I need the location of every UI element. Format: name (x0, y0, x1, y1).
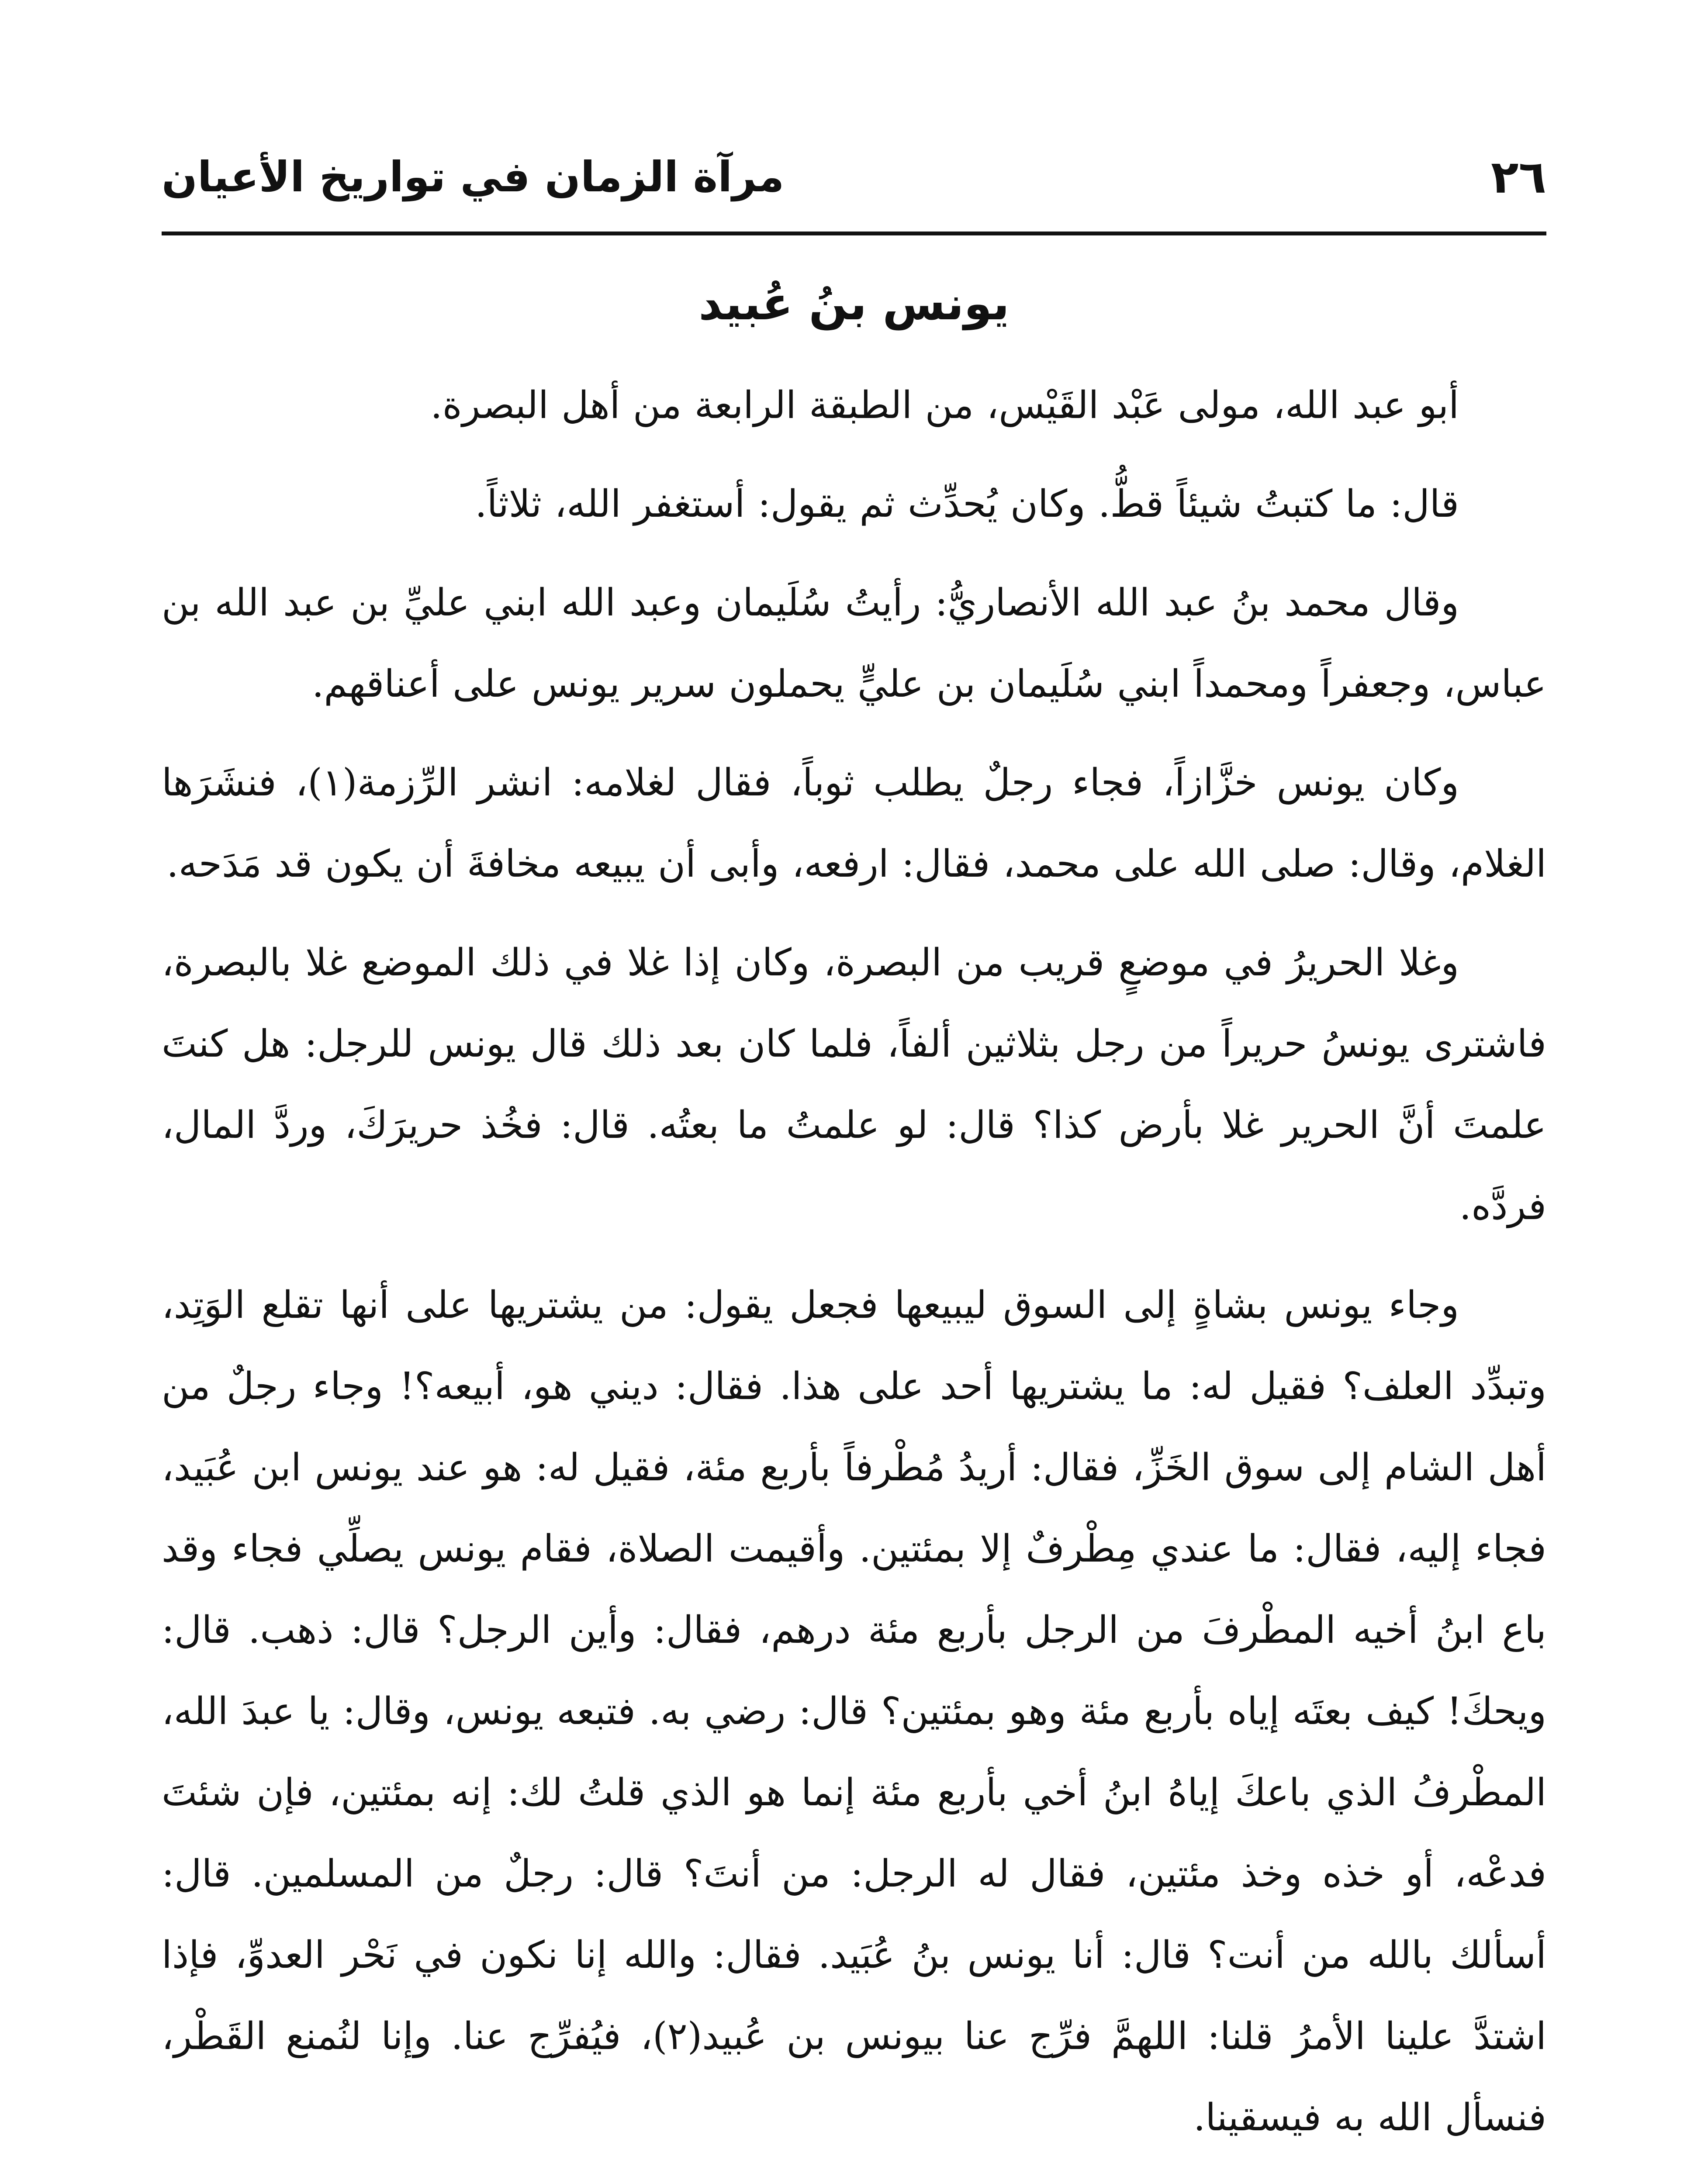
chapter-title: يونس بنُ عُبيد (698, 277, 1010, 330)
paragraph: وجاء يونس بشاةٍ إلى السوق ليبيعها فجعل يقول: من يشتريها على أنها تقلع الوَتِد، وتبدِّد العلف؟ فقيل له: ما يشتريها أحد على هذا. فقال: ديني هو، أبيعه؟! وجاء رجلٌ من أهل الشام إلى سوق الخَزِّ، فقال: أريدُ مُطْرفاً بأربع مئة، فقيل له: هو عند يونس ابن عُبَيد، فجاء إليه، فقال: ما عندي مِطْرفٌ إلا بمئتين. وأقيمت الصلاة، فقام يونس يصلِّي فجاء وقد باع ابنُ أخيه المطْرفَ من الرجل بأربع مئة درهم، فقال: وأين الرجل؟ قال: ذهب. قال: ويحكَ! كيف بعتَه إياه بأربع مئة وهو بمئتين؟ قال: رضي به. فتبعه يونس، وقال: يا عبدَ الله، المطْرفُ الذي باعكَ إياهُ ابنُ أخي بأربع مئة إنما هو الذي قلتُ لك: إنه بمئتين، فإن شئتَ فدعْه، أو خذه وخذ مئتين، فقال له الرجل: من أنتَ؟ قال: رجلٌ من المسلمين. قال: أسألك بالله من أنت؟ قال: أنا يونس بنُ عُبَيد. فقال: والله إنا نكون في نَحْر العدوِّ، فإذا اشتدَّ علينا الأمرُ قلنا: اللهمَّ فرِّج عنا بيونس بن عُبيد(٢)، فيُفرِّج عنا. وإنا لنُمنع القَطْر، فنسأل الله به فيسقينا. (162, 1283, 1547, 2139)
paragraph: وكان يونس خزَّازاً، فجاء رجلٌ يطلب ثوباً، فقال لغلامه: انشر الرِّزمة(١)، فنشَرَها الغلام، وقال: صلى الله على محمد، فقال: ارفعه، وأبى أن يبيعه مخافةَ أن يكون قد مَدَحه. (162, 761, 1546, 886)
paragraph: أبو عبد الله، مولى عَبْد القَيْس، من الطبقة الرابعة من أهل البصرة. (430, 384, 1459, 427)
paragraph: وقال محمد بنُ عبد الله الأنصاريُّ: رأيتُ سُلَيمان وعبد الله ابني عليِّ بن عبد الله بن عباس، وجعفراً ومحمداً ابني سُلَيمان بن عليٍّ يحملون سرير يونس على أعناقهم. (162, 581, 1546, 706)
paragraph: وغلا الحريرُ في موضعٍ قريب من البصرة، وكان إذا غلا في ذلك الموضع غلا بالبصرة، فاشترى يونسُ حريراً من رجل بثلاثين ألفاً، فلما كان بعد ذلك قال يونس للرجل: هل كنتَ علمتَ أنَّ الحرير غلا بأرض كذا؟ قال: لو علمتُ ما بعتُه. قال: فخُذ حريرَكَ، وردَّ المال، فردَّه. (162, 941, 1546, 1228)
body-text (162, 365, 1546, 2176)
page-number: ٢٦ (1491, 150, 1546, 204)
header-divider (162, 232, 1546, 235)
running-header (162, 144, 1546, 227)
book-title: مرآة الزمان في تواريخ الأعيان (162, 152, 785, 201)
paragraph: قال: ما كتبتُ شيئاً قطُّ. وكان يُحدِّث ثم يقول: أستغفر الله، ثلاثاً. (475, 482, 1459, 526)
